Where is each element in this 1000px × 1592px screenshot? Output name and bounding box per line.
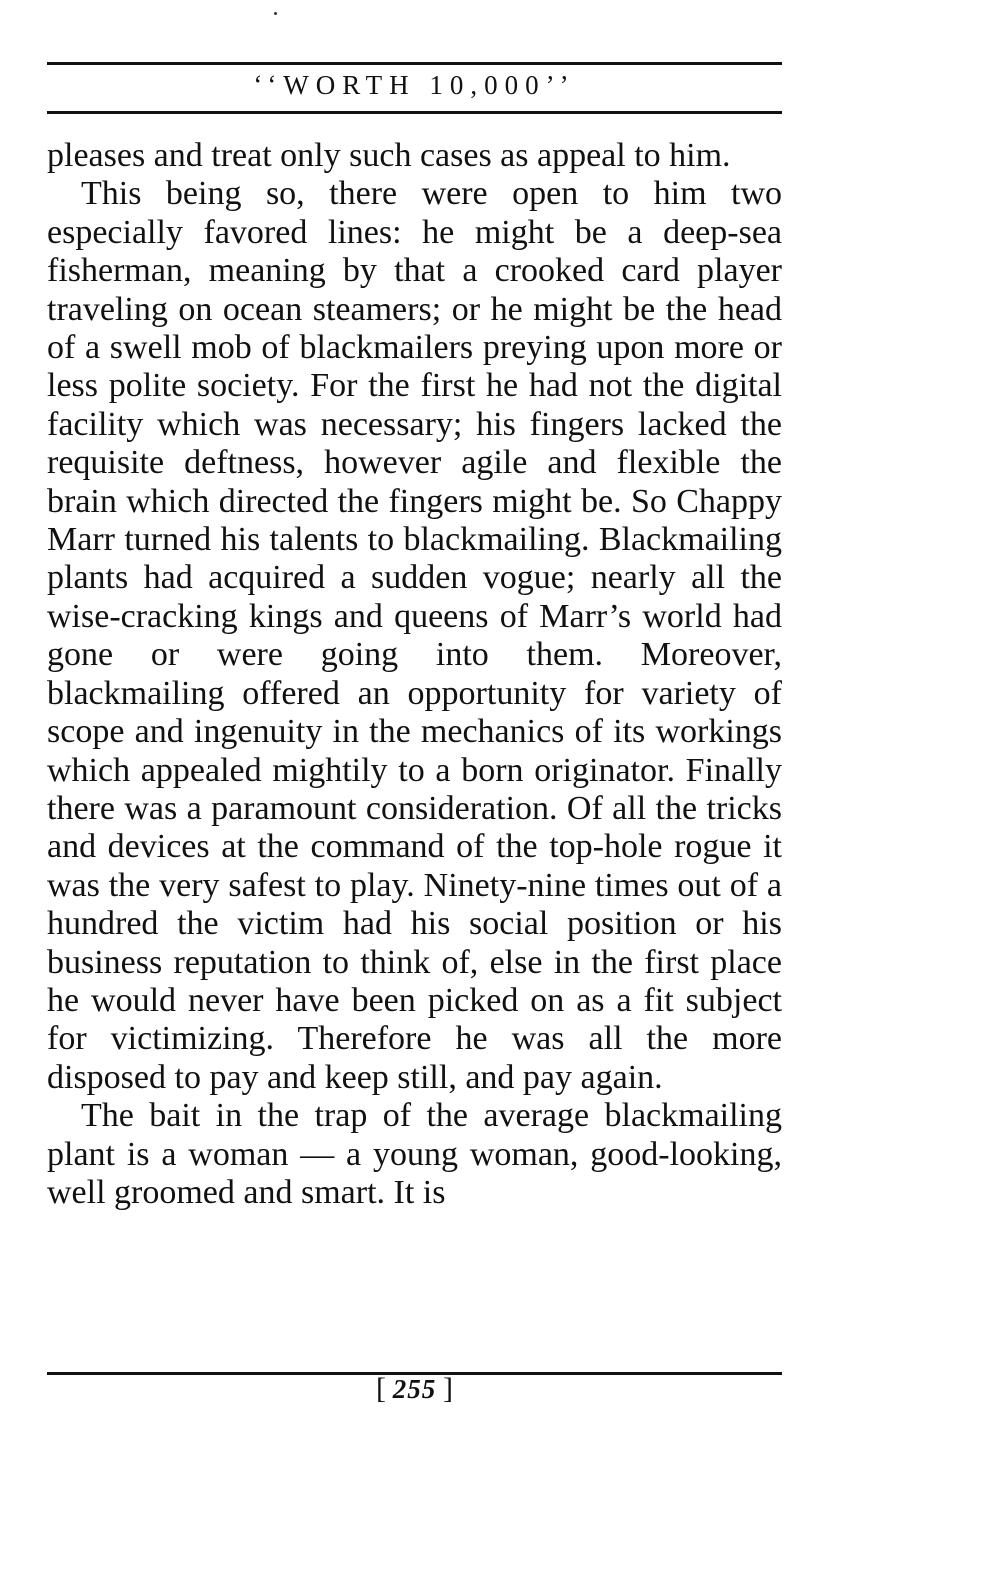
bracket-open: [ (376, 1372, 386, 1405)
paragraph: This being so, there were open to him two especially favored lines: he might be a deep-sea fisherman, meaning by that a crooked card player traveling on ocean steamers; or he might be the head of a swell mob of blackmailers preying upon more or less polite society. For the first he had not the digital facility which was necessary; his fingers lacked the requisite deftness, however agile and flexible the brain which directed the fingers might be. So Chappy Marr turned his talents to blackmailing. Blackmailing plants had acquired a sudden vogue; nearly all the wise-cracking kings and queens of Marr’s world had gone or were going into them. Moreover, blackmailing offered an opportunity for variety of scope and ingenuity in the mechanics of its workings which appealed mightily to a born originator. Finally there was a paramount consideration. Of all the tricks and devices at the command of the top-hole rogue it was the very safest to play. Ninety-nine times out of a hundred the victim had his social position or his business reputation to think of, else in the first place he would never have been picked on as a fit subject for victimizing. Therefore he was all the more disposed to pay and keep still, and pay again. (47, 175, 782, 1096)
running-head: ‘‘WORTH 10,000’’ (253, 70, 576, 100)
speck-mark (274, 12, 277, 15)
page-number (47, 1374, 782, 1404)
body-text (47, 137, 782, 1212)
paragraph-continued: pleases and treat only such cases as appeal to him. (47, 137, 731, 174)
bracket-close: ] (443, 1372, 453, 1405)
head-rule (47, 111, 782, 114)
paragraph: The bait in the trap of the average blackmailing plant is a woman — a young woman, good-looking, well groomed and smart. It is (47, 1097, 782, 1211)
top-rule (47, 62, 782, 65)
page-number-value: 255 (392, 1374, 437, 1404)
